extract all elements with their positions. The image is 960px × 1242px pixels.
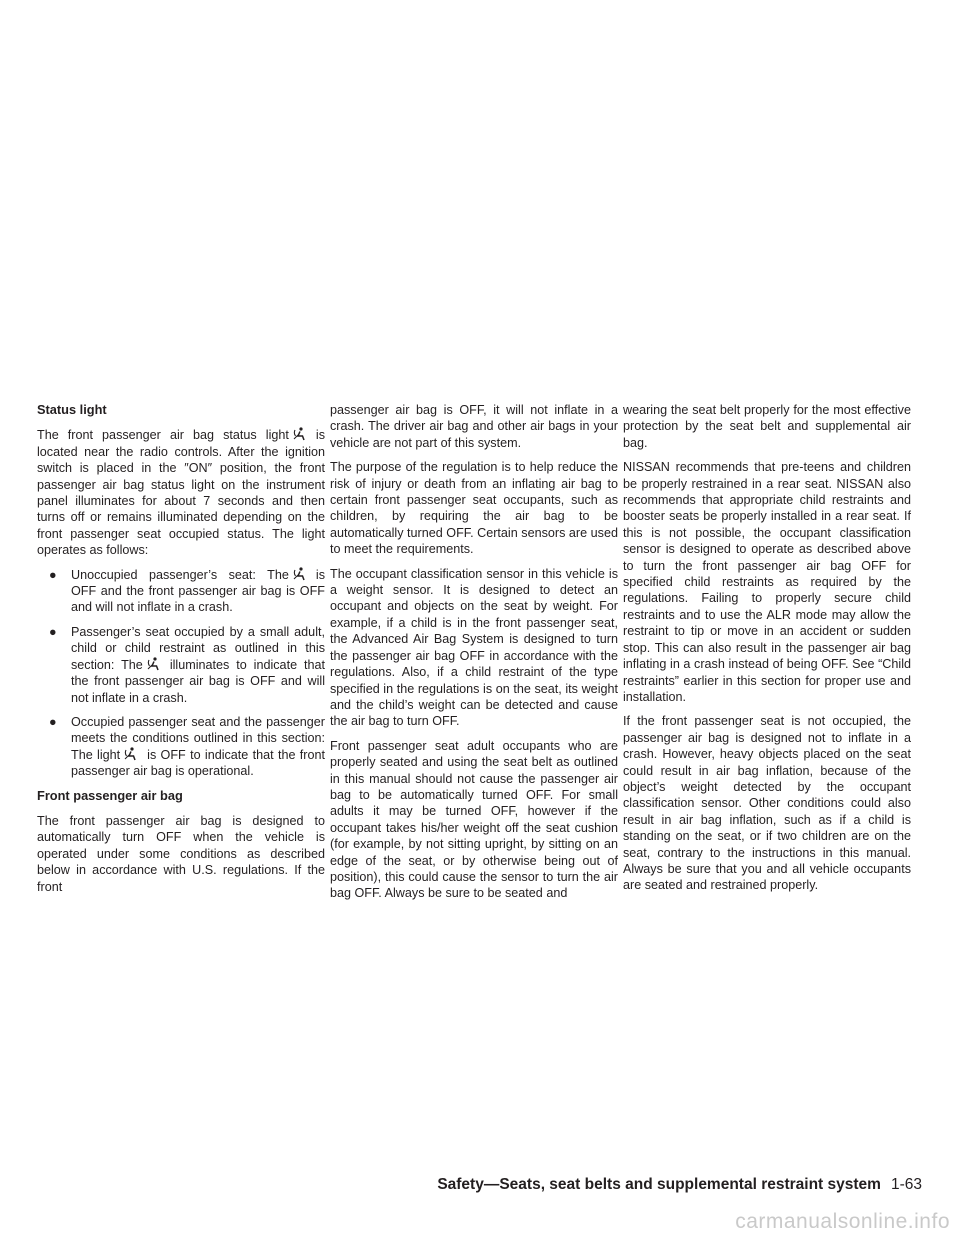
list-item: ● Occupied passenger seat and the passenger meets the conditions outlined in this section: The light is OFF to indicate that the front passenger air bag is operational. xyxy=(49,714,325,779)
column-right xyxy=(623,402,911,902)
paragraph: Front passenger seat adult occupants who are properly seated and using the seat belt as outlined in this manual should not cause the passenger air bag to be automatically turned OFF. For small adults it may be turned OFF, however if the occupant takes his/her weight off the seat cushion (for example, by not sitting upright, by sitting on an edge of the seat, or by otherwise being out of position), this could cause the sensor to turn the air bag OFF. Always be sure to be seated and xyxy=(330,738,618,901)
paragraph: If the front passenger seat is not occupied, the passenger air bag is designed not to inflate in a crash. However, heavy objects placed on the seat could result in air bag inflation, because of the object’s weight detected by the occupant classification sensor. Other conditions could also result in air bag inflation, such as if a child is standing on the seat, or if two children are on the seat, contrary to the instructions in this manual. Always be sure that you and all vehicle occupants are seated and restrained properly. xyxy=(623,714,911,893)
section-title: Safety—Seats, seat belts and supplemental restraint system xyxy=(437,1176,881,1193)
bullet-icon: ● xyxy=(49,714,57,729)
paragraph: The purpose of the regulation is to help reduce the risk of injury or death from an inflating air bag to certain front passenger seat occupants, such as children, by requiring the air bag to be automatically turned OFF. Certain sensors are used to meet the requirements. xyxy=(330,460,618,557)
paragraph: passenger air bag is OFF, it will not inflate in a crash. The driver air bag and other air bags in your vehicle are not part of this system. xyxy=(330,403,618,450)
paragraph: The occupant classification sensor in this vehicle is a weight sensor. It is designed to detect an occupant and objects on the seat by weight. For example, if a child is in the front passenger seat, the Advanced Air Bag System is designed to turn the passenger air bag OFF in accordance with the regulations. Also, if a child restraint of the type specified in the regulations is on the seat, its weight and the child’s weight can be detected and cause the air bag to turn OFF. xyxy=(330,566,618,729)
column-left xyxy=(37,402,325,903)
passenger-airbag-status-icon xyxy=(293,567,306,581)
list-item: ● Unoccupied passenger’s seat: The is OFF and the front passenger air bag is OFF and will not inflate in a crash. xyxy=(49,567,325,615)
paragraph: The front passenger air bag status light is located near the radio controls. After the ignition switch is placed in the ″ON″ position, the front passenger air bag status light on the instrument panel illuminates for about 7 seconds and then turns off or remains illuminated depending on the front passenger seat occupied status. The light operates as follows: xyxy=(37,428,325,558)
passenger-airbag-status-icon xyxy=(147,657,160,671)
bullet-icon: ● xyxy=(49,567,57,582)
list-item: ● Passenger’s seat occupied by a small adult, child or child restraint as outlined in this section: The illuminates to indicate that the front passenger air bag is OFF and will not inflate in a crash. xyxy=(49,624,325,705)
watermark: carmanualsonline.info xyxy=(735,1210,950,1233)
heading-front-passenger-air-bag: Front passenger air bag xyxy=(37,787,183,803)
passenger-airbag-status-icon xyxy=(124,747,137,761)
column-middle xyxy=(330,402,618,910)
passenger-airbag-status-icon xyxy=(293,427,306,441)
heading-status-light: Status light xyxy=(37,402,107,417)
page-footer xyxy=(37,1176,922,1194)
paragraph: wearing the seat belt properly for the most effective protection by the seat belt and supplemental air bag. xyxy=(623,403,911,450)
page-number: 1-63 xyxy=(890,1176,922,1193)
paragraph: The front passenger air bag is designed to automatically turn OFF when the vehicle is operated under some conditions as described below in accordance with U.S. regulations. If the front xyxy=(37,813,325,894)
paragraph: NISSAN recommends that pre-teens and children be properly restrained in a rear seat. NISSAN also recommends that appropriate child restraints and booster seats be properly installed in a rear seat. If this is not possible, the occupant classification sensor is designed to operate as described above to turn the front passenger air bag OFF for specified child restraints as required by the regulations. Failing to properly secure child restraints and to use the ALR mode may allow the restraint to tip or move in an accident or sudden stop. This can also result in the passenger air bag inflating in a crash instead of being OFF. See “Child restraints” earlier in this section for proper use and installation. xyxy=(623,460,911,704)
bullet-icon: ● xyxy=(49,624,57,639)
